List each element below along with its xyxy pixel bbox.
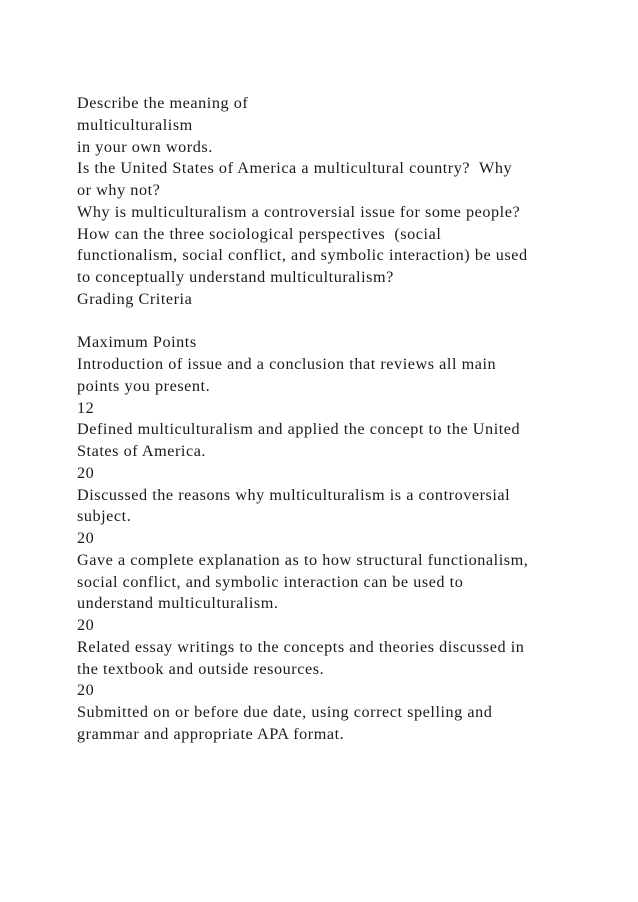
criterion-5-line-2: the textbook and outside resources. <box>77 659 325 678</box>
criterion-3-points: 20 <box>77 529 95 547</box>
grading-criteria-heading: Grading Criteria <box>77 289 193 308</box>
prompt-line-1: Describe the meaning of <box>77 94 249 112</box>
criterion-1-line-2: points you present. <box>77 376 211 395</box>
criterion-3-line-2: subject. <box>77 507 132 526</box>
criterion-5-points: 20 <box>77 681 95 700</box>
criterion-2-line-1: Defined multiculturalism and applied the concept to the United <box>77 420 521 439</box>
document-body <box>77 93 577 746</box>
criterion-4-line-3: understand multiculturalism. <box>77 594 279 613</box>
criterion-6-line-2: grammar and appropriate APA format. <box>77 724 345 743</box>
criterion-4-line-2: social conflict, and symbolic interaction can be used to <box>77 572 464 591</box>
criterion-1-points: 12 <box>77 398 95 417</box>
question-controversy: Why is multiculturalism a controversial issue for some people? <box>77 202 521 221</box>
criterion-4-points: 20 <box>77 616 95 634</box>
prompt-line-2: multiculturalism <box>77 115 193 134</box>
criterion-2-points: 20 <box>77 463 95 482</box>
criterion-4-line-1: Gave a complete explanation as to how structural functionalism, <box>77 550 529 569</box>
criterion-6-line-1: Submitted on or before due date, using correct spelling and <box>77 703 493 721</box>
question-perspectives-line-3: to conceptually understand multiculturalism? <box>77 268 394 286</box>
blank-line <box>77 311 577 333</box>
maximum-points-heading: Maximum Points <box>77 333 197 352</box>
question-perspectives-line-2: functionalism, social conflict, and symbolic interaction) be used <box>77 246 528 265</box>
prompt-line-3: in your own words. <box>77 137 213 156</box>
criterion-3-line-1: Discussed the reasons why multiculturalism is a controversial <box>77 485 511 504</box>
question-us-line-1: Is the United States of America a multicultural country? Why <box>77 159 513 178</box>
question-perspectives-line-1: How can the three sociological perspectives (social <box>77 224 442 243</box>
question-us-line-2: or why not? <box>77 181 161 199</box>
criterion-2-line-2: States of America. <box>77 442 207 460</box>
criterion-5-line-1: Related essay writings to the concepts and theories discussed in <box>77 637 525 656</box>
criterion-1-line-1: Introduction of issue and a conclusion that reviews all main <box>77 355 497 373</box>
